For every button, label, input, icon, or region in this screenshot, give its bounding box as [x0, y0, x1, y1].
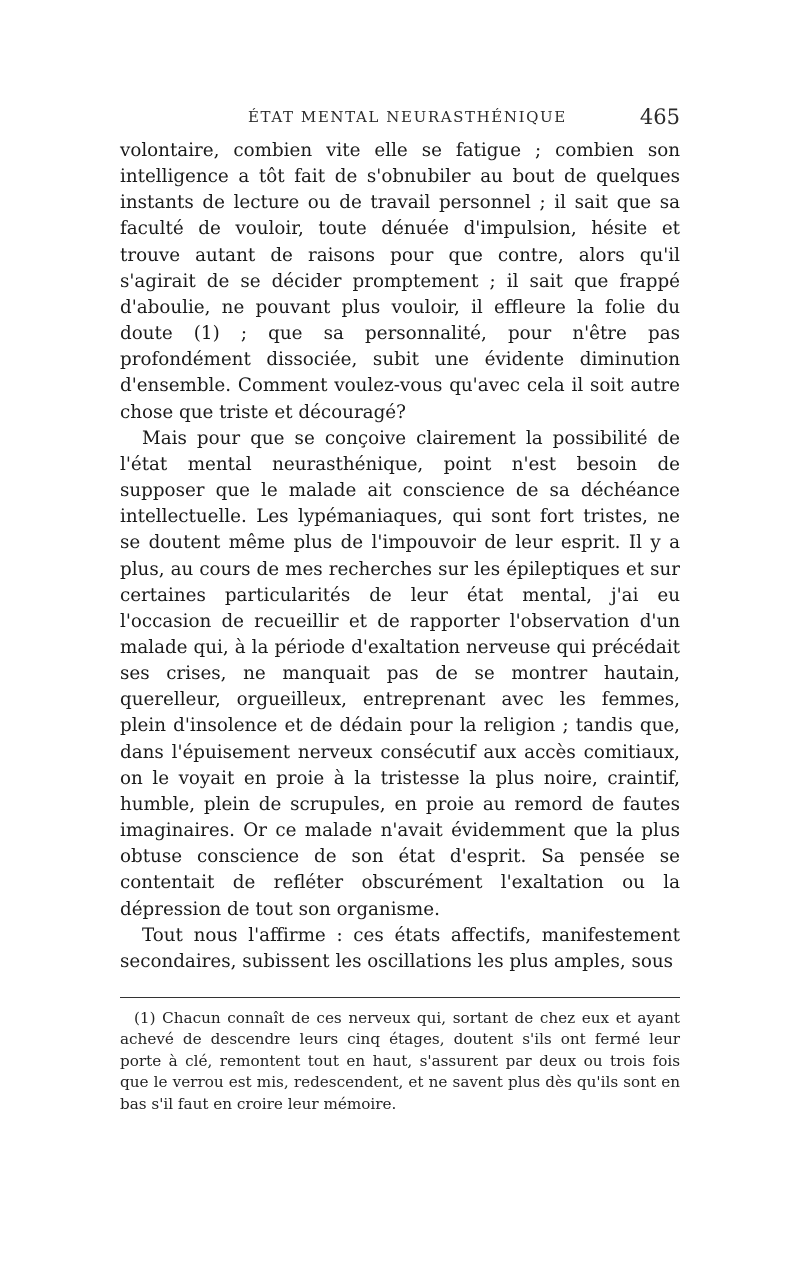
paragraph-etats-affectifs: Tout nous l'affirme : ces états affectifs, manifestement secondaires, subissent les oscillations les plus amples, sous: [120, 924, 680, 972]
footnote-rule: [120, 997, 680, 998]
page-number: 465: [639, 105, 680, 129]
paragraph-etat-mental: Mais pour que se conçoive clairement la possibilité de l'état mental neurasthénique, point n'est besoin de supposer que le malade ait conscience de sa déchéance intellectuelle. Les lypémaniaques, qui sont fort tristes, ne se doutent même plus de l'impouvoir de leur esprit. Il y a plus, au cours de mes recherches sur les épileptiques et sur certaines particularités de leur état mental, j'ai eu l'occasion de recueillir et de rapporter l'observation d'un malade qui, à la période d'exaltation nerveuse qui précédait ses crises, ne manquait pas de se montrer hautain, querelleur, orgueilleux, entreprenant avec les femmes, plein d'insolence et de dédain pour la religion ; tandis que, dans l'épuisement nerveux consécutif aux accès comitiaux, on le voyait en proie à la tristesse la plus noire, craintif, humble, plein de scrupules, en proie au remord de fautes imaginaires. Or ce malade n'avait évidemment que la plus obtuse conscience de son état d'esprit. Sa pensée se contentait de refléter obscurément l'exaltation ou la dépression de tout son organisme.: [120, 427, 680, 920]
running-title: ÉTAT MENTAL NEURASTHÉNIQUE: [248, 108, 567, 126]
paragraph-continued: volontaire, combien vite elle se fatigue ; combien son intelligence a tôt fait de s'obnubiler au bout de quelques instants de lecture ou de travail personnel ; il sait que sa faculté de vouloir, toute dénuée d'impulsion, hésite et trouve autant de raisons pour que contre, alors qu'il s'agirait de se décider promptement ; il sait que frappé d'aboulie, ne pouvant plus vouloir, il effleure la folie du doute (1) ; que sa personnalité, pour n'être pas profondément dissociée, subit une évidente diminution d'ensemble. Comment voulez-vous qu'avec cela il soit autre chose que triste et découragé?: [120, 140, 680, 423]
footnote: (1) Chacun connaît de ces nerveux qui, sortant de chez eux et ayant achevé de descendre leurs cinq étages, doutent s'ils ont fermé leur porte à clé, remontent tout en haut, s'assurent par deux ou trois fois que le verrou est mis, redescendent, et ne savent plus dès qu'ils sont en bas s'il faut en croire leur mémoire.: [120, 1009, 680, 1113]
body-text: [120, 138, 680, 975]
book-page: [120, 105, 680, 1130]
running-header: [120, 105, 680, 138]
